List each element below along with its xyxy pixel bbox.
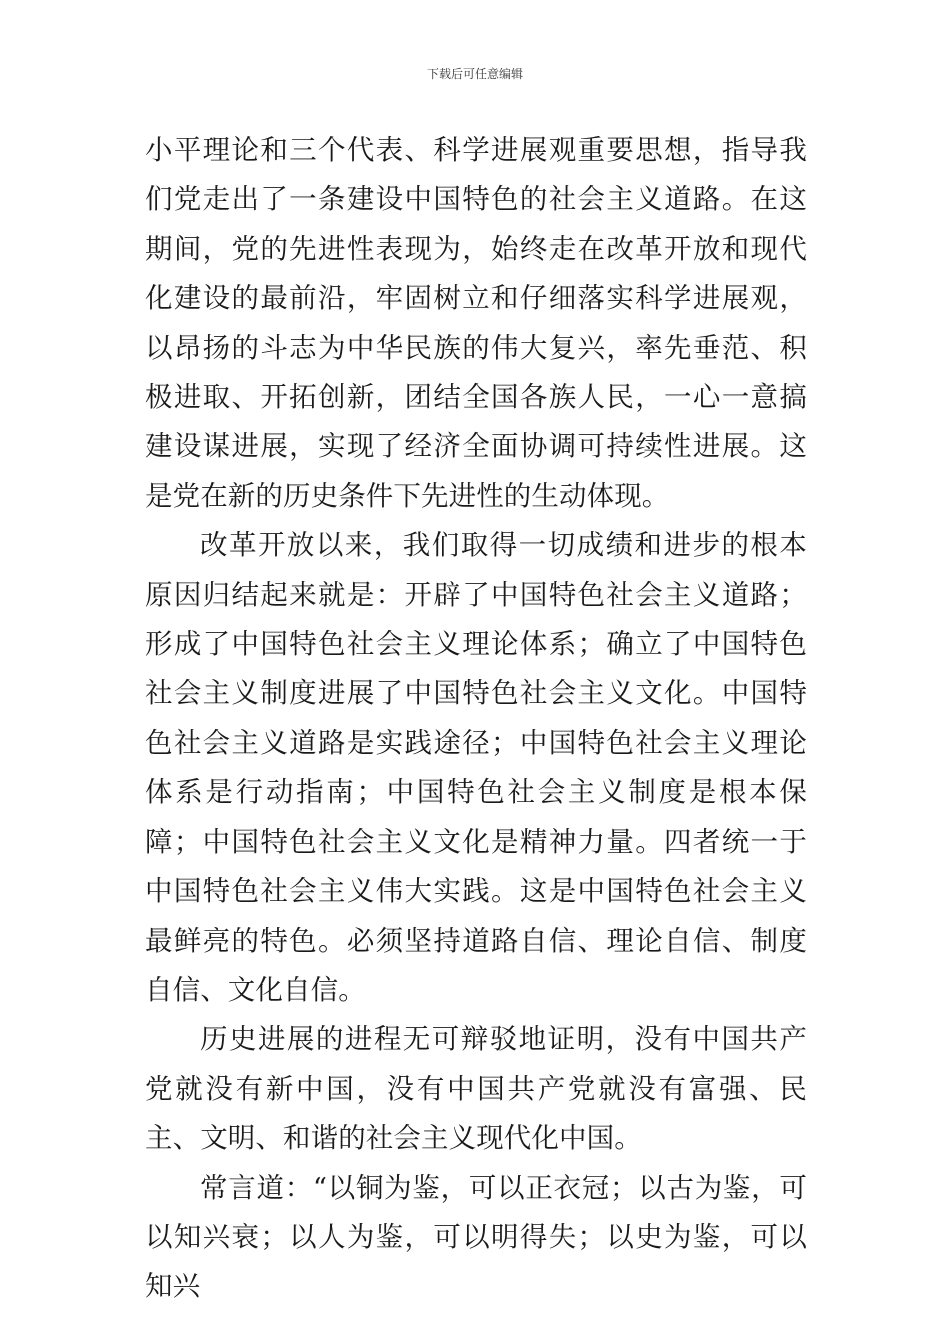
paragraph-proverb: 常言道：“以铜为鉴，可以正衣冠；以古为鉴，可以知兴衰；以人为鉴，可以明得失；以史为鉴，可以知兴	[145, 1171, 807, 1303]
page-header-note: 下载后可任意编辑	[426, 67, 523, 81]
paragraph-history-proof: 历史进展的进程无可辩驳地证明，没有中国共产党就没有新中国，没有中国共产党就没有富强、民主、文明、和谐的社会主义现代化中国。	[145, 1023, 807, 1155]
paragraph-continuation: 小平理论和三个代表、科学进展观重要思想，指导我们党走出了一条建设中国特色的社会主义道路。在这期间，党的先进性表现为，始终走在改革开放和现代化建设的最前沿，牢固树立和仔细落实科学进展观，以昂扬的斗志为中华民族的伟大复兴，率先垂范、积极进取、开拓创新，团结全国各族人民，一心一意搞建设谋进展，实现了经济全面协调可持续性进展。这是党在新的历史条件下先进性的生动体现。	[145, 134, 807, 512]
document-body	[145, 126, 807, 1312]
paragraph-reform-achievements: 改革开放以来，我们取得一切成绩和进步的根本原因归结起来就是：开辟了中国特色社会主义道路；形成了中国特色社会主义理论体系；确立了中国特色社会主义制度进展了中国特色社会主义文化。中国特色社会主义道路是实践途径；中国特色社会主义理论体系是行动指南；中国特色社会主义制度是根本保障；中国特色社会主义文化是精神力量。四者统一于中国特色社会主义伟大实践。这是中国特色社会主义最鲜亮的特色。必须坚持道路自信、理论自信、制度自信、文化自信。	[145, 529, 807, 1006]
